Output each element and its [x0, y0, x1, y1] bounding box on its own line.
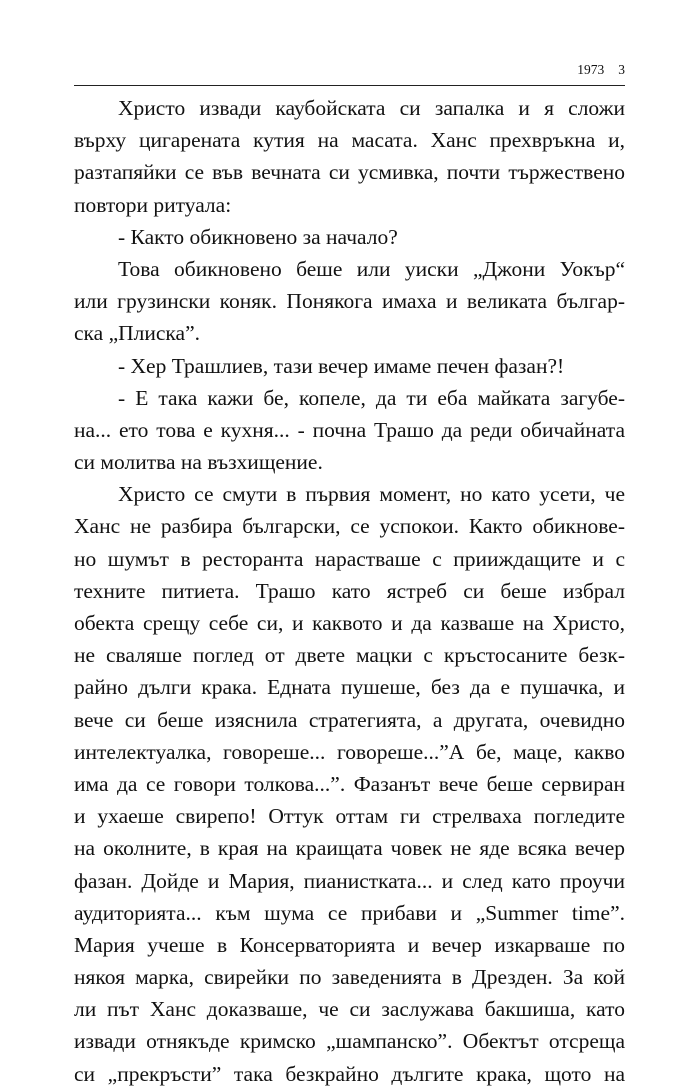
text-line: аудиторията... към шума се прибави и „Summer time”. [74, 900, 625, 925]
page-number: 3 [618, 62, 625, 77]
text-line: извади отнякъде кримско „шампанско”. Обектът отсреща [74, 1029, 625, 1054]
text-line: ска „Плиска”. [74, 321, 201, 346]
body-text [74, 92, 625, 1090]
text-line: обекта срещу себе си, и каквото и да казваше на Христо, [74, 611, 625, 635]
header-year: 1973 [577, 62, 605, 77]
running-header [74, 62, 625, 78]
text-line: Христо извади каубойската си запалка и я сложи [118, 96, 625, 120]
text-line: на... ето това е кухня... - почна Трашо да реди обичайната [74, 417, 625, 442]
text-line: на околните, в края на краищата човек не яде всяка вечер [74, 836, 625, 861]
text-line: и ухаеше свирепо! Оттук оттам ги стрелваха погледите [74, 804, 625, 829]
text-line: Това обикновено беше или уиски „Джони Уокър“ [118, 256, 625, 281]
text-line: някоя марка, свирейки по заведенията в Дрезден. За кой [74, 965, 625, 990]
text-line: повтори ритуала: [74, 192, 232, 217]
text-line: райно дълги крака. Едната пушеше, без да е пушачка, и [74, 675, 625, 700]
text-line: не сваляше поглед от двете мацки с кръстосаните безк- [74, 643, 625, 668]
text-line: - Хер Трашлиев, тази вечер имаме печен фазан?! [118, 353, 565, 378]
header-rule [74, 85, 625, 86]
text-line: вече си беше изяснила стратегията, а другата, очевидно [74, 707, 625, 732]
text-line: но шумът в ресторанта нарастваше с прииждащите и с [74, 546, 625, 571]
text-line: си „прекръсти” така безкрайно дългите крака, щото на [74, 1061, 625, 1086]
text-line: си молитва на възхищение. [74, 450, 323, 475]
text-line: - Както обикновено за начало? [118, 224, 398, 249]
text-line: разтапяйки се във вечната си усмивка, почти тържествено [74, 160, 625, 185]
text-line: интелектуалка, говореше... говореше...”А бе, маце, какво [74, 739, 625, 764]
text-line: фазан. Дойде и Мария, пианистката... и след като проучи [74, 868, 625, 893]
text-line: или грузински коняк. Понякога имаха и великата българ- [74, 289, 625, 314]
text-line: Мария учеше в Консерваторията и вечер изкарваше по [74, 932, 625, 957]
text-line: има да се говори толкова...”. Фазанът вече беше сервиран [74, 771, 625, 796]
text-line: - Е така кажи бе, копеле, да ти еба майката загубе- [118, 385, 625, 410]
text-line: техните питиета. Трашо като ястреб си беше избрал [74, 578, 625, 603]
text-line: върху цигарената кутия на масата. Ханс прехвръкна и, [74, 128, 625, 153]
text-line: Ханс не разбира български, се успокои. Както обикнове- [74, 514, 625, 539]
text-line: Христо се смути в първия момент, но като усети, че [118, 482, 625, 507]
text-line: ли път Ханс доказваше, че си заслужава бакшиша, като [74, 997, 625, 1022]
